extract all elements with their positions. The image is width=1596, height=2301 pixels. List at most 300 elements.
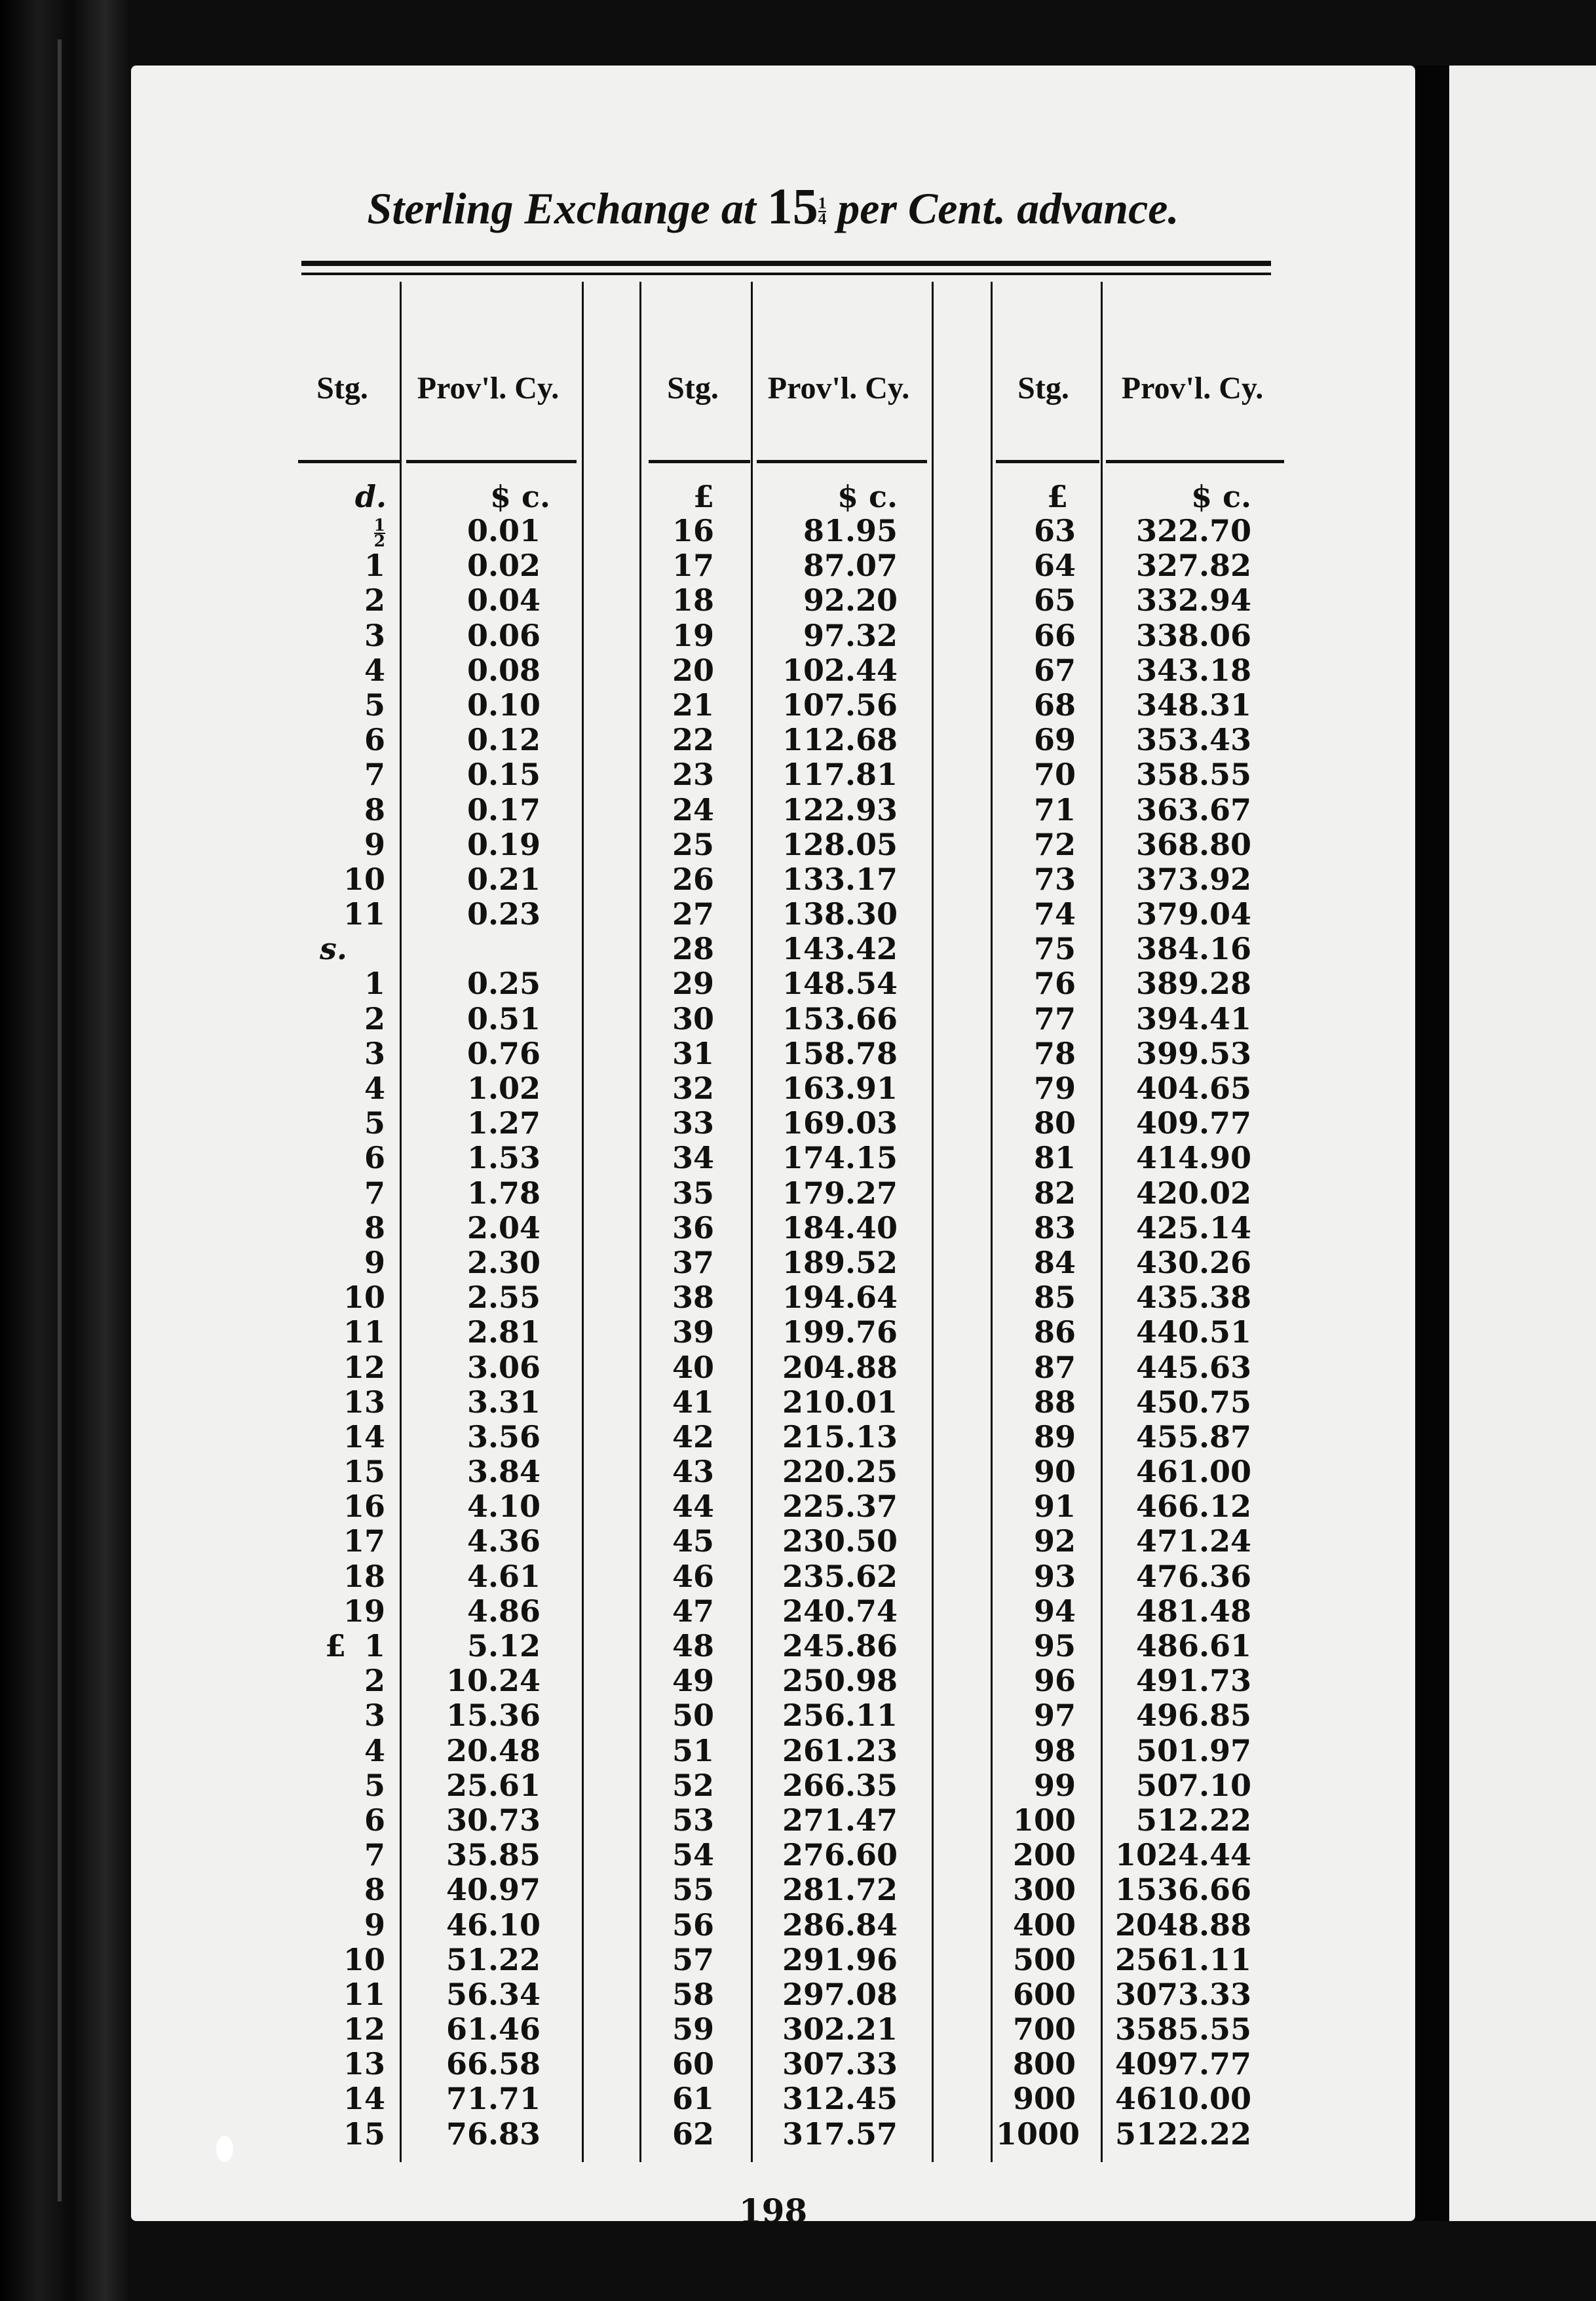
currency-cell: 0.08 <box>466 652 541 688</box>
sterling-cell: 42 <box>672 1418 714 1455</box>
column-rule <box>932 282 934 2162</box>
currency-cell: 158.78 <box>782 1035 898 1071</box>
sterling-cell: 46 <box>672 1558 714 1594</box>
currency-cell: 461.00 <box>1135 1454 1251 1490</box>
top-rule-thick <box>301 261 1271 266</box>
column-3-sterling <box>996 513 1080 2152</box>
sterling-cell: 65 <box>1033 582 1076 618</box>
currency-cell: 122.93 <box>782 791 898 827</box>
currency-cell: 476.36 <box>1135 1558 1251 1594</box>
currency-cell: 225.37 <box>782 1489 898 1525</box>
currency-cell: 2.55 <box>466 1280 541 1316</box>
currency-cell: 1.02 <box>466 1071 541 1106</box>
currency-cell: 15.36 <box>446 1698 541 1734</box>
sterling-cell: 81 <box>1033 1140 1076 1176</box>
sterling-cell: 25 <box>672 826 714 862</box>
currency-cell: 338.06 <box>1135 617 1251 653</box>
currency-cell: 0.21 <box>466 861 541 897</box>
currency-cell: 414.90 <box>1135 1140 1251 1176</box>
currency-cell: 61.46 <box>446 2011 541 2047</box>
title-trail: per Cent. advance. <box>837 183 1179 233</box>
currency-cell: 56.34 <box>446 1976 541 2012</box>
section-label-shillings: s. <box>320 931 347 967</box>
sterling-cell: 3 <box>364 1035 385 1071</box>
currency-cell: 184.40 <box>782 1209 898 1246</box>
currency-cell: 512.22 <box>1135 1802 1251 1838</box>
top-rule-thin <box>301 273 1271 275</box>
currency-cell: 450.75 <box>1135 1384 1251 1420</box>
sterling-cell: 15 <box>343 1454 385 1490</box>
currency-cell: 40.97 <box>446 1872 541 1908</box>
currency-cell: 230.50 <box>782 1523 898 1559</box>
sterling-cell: 66 <box>1033 617 1076 653</box>
sterling-cell <box>301 1977 385 2012</box>
sterling-value: 13 <box>343 2046 385 2082</box>
sterling-value: 9 <box>364 1907 385 1943</box>
sterling-cell: 10 <box>343 861 385 897</box>
title-rate-fraction <box>818 197 827 227</box>
column-3-currency <box>1107 514 1251 2152</box>
sterling-cell: 39 <box>672 1314 714 1350</box>
sterling-cell: 92 <box>1033 1523 1076 1559</box>
sterling-cell <box>301 1664 385 1698</box>
sterling-cell <box>301 2012 385 2047</box>
sterling-cell: 57 <box>672 1941 714 1977</box>
sterling-cell: 50 <box>672 1698 714 1734</box>
sterling-cell <box>301 1873 385 1907</box>
sterling-cell: 97 <box>1033 1698 1076 1734</box>
column-rule <box>582 282 584 2162</box>
title-rate-numerator: 1 <box>818 195 827 213</box>
sterling-cell: 41 <box>672 1384 714 1420</box>
sterling-cell <box>301 1698 385 1733</box>
sterling-cell: 5 <box>364 687 385 723</box>
sterling-cell: 89 <box>1033 1418 1076 1455</box>
sterling-cell <box>301 1838 385 1873</box>
currency-cell: 0.10 <box>466 687 541 723</box>
sterling-cell: 30 <box>672 1000 714 1036</box>
sterling-cell: 82 <box>1033 1175 1076 1211</box>
currency-cell: 2.30 <box>466 1244 541 1280</box>
currency-cell: 1.53 <box>466 1140 541 1176</box>
units-stg-1: d. <box>354 479 387 514</box>
currency-cell: 35.85 <box>446 1837 541 1873</box>
header-underline <box>298 460 400 463</box>
sterling-value: 14 <box>343 2081 385 2117</box>
sterling-value: 4 <box>364 1732 385 1768</box>
page-gutter <box>1415 66 1449 2221</box>
currency-cell: 445.63 <box>1135 1349 1251 1385</box>
currency-cell: 3073.33 <box>1114 1976 1251 2012</box>
spine-edge <box>58 39 62 2201</box>
sterling-cell: 76 <box>1033 966 1076 1002</box>
currency-cell: 0.02 <box>466 548 541 584</box>
header-stg-3: Stg. <box>1017 371 1069 406</box>
sterling-cell <box>301 1908 385 1943</box>
currency-cell: 384.16 <box>1135 931 1251 967</box>
currency-cell: 204.88 <box>782 1349 898 1385</box>
sterling-value: 5 <box>364 1767 385 1803</box>
currency-cell: 281.72 <box>782 1872 898 1908</box>
currency-cell: 4.61 <box>466 1558 541 1594</box>
currency-cell: 0.76 <box>466 1035 541 1071</box>
column-rule <box>991 282 993 2162</box>
currency-cell: 307.33 <box>782 2046 898 2082</box>
currency-cell: 102.44 <box>782 652 898 688</box>
sterling-cell: 73 <box>1033 861 1076 897</box>
sterling-cell: 21 <box>672 687 714 723</box>
currency-cell: 220.25 <box>782 1454 898 1490</box>
sterling-value: 15 <box>343 2116 385 2152</box>
sterling-cell: 6 <box>364 722 385 758</box>
sterling-cell: 1 <box>364 966 385 1002</box>
currency-cell: 235.62 <box>782 1558 898 1594</box>
currency-cell: 1.27 <box>466 1105 541 1141</box>
sterling-cell: 62 <box>672 2116 714 2152</box>
sterling-value: 6 <box>364 1802 385 1838</box>
sterling-cell: 49 <box>672 1663 714 1699</box>
currency-cell: 4.10 <box>466 1489 541 1525</box>
currency-cell: 481.48 <box>1135 1593 1251 1629</box>
sterling-cell: 26 <box>672 861 714 897</box>
sterling-cell: 70 <box>1033 757 1076 793</box>
section-label-pounds: £ <box>324 1628 346 1664</box>
sterling-cell: 28 <box>672 931 714 967</box>
sterling-cell <box>301 2117 385 2152</box>
fraction-denominator: 2 <box>373 531 385 550</box>
currency-cell: 169.03 <box>782 1105 898 1141</box>
sterling-cell: 95 <box>1033 1628 1076 1664</box>
currency-cell: 30.73 <box>446 1802 541 1838</box>
sterling-cell: 27 <box>672 896 714 932</box>
currency-cell: 92.20 <box>803 582 898 618</box>
currency-cell: 0.51 <box>466 1000 541 1036</box>
currency-cell: 0.25 <box>466 966 541 1002</box>
currency-cell: 0.04 <box>466 582 541 618</box>
sterling-cell: 59 <box>672 2011 714 2047</box>
sterling-cell: 6 <box>364 1140 385 1176</box>
sterling-cell: 3 <box>364 617 385 653</box>
sterling-cell: 84 <box>1033 1244 1076 1280</box>
currency-cell: 312.45 <box>782 2081 898 2117</box>
title-lead: Sterling Exchange at <box>367 183 756 233</box>
currency-cell: 399.53 <box>1135 1035 1251 1071</box>
sterling-cell: 36 <box>672 1209 714 1246</box>
sterling-cell: 33 <box>672 1105 714 1141</box>
sterling-cell: 94 <box>1033 1593 1076 1629</box>
currency-cell: 507.10 <box>1135 1767 1251 1803</box>
currency-cell: 0.06 <box>466 617 541 653</box>
sterling-cell <box>301 1629 385 1664</box>
sterling-cell: 24 <box>672 791 714 827</box>
currency-cell: 4.86 <box>466 1593 541 1629</box>
currency-cell: 107.56 <box>782 687 898 723</box>
sterling-cell: 1 <box>364 548 385 584</box>
currency-cell: 271.47 <box>782 1802 898 1838</box>
sterling-cell: 8 <box>364 791 385 827</box>
column-rule <box>400 282 402 2162</box>
sterling-cell: 200 <box>1012 1837 1076 1873</box>
sterling-cell: 19 <box>672 617 714 653</box>
sterling-value: 12 <box>343 2011 385 2047</box>
sterling-cell: 68 <box>1033 687 1076 723</box>
sterling-cell: 34 <box>672 1140 714 1176</box>
units-prov-1: $ c. <box>489 479 550 514</box>
currency-cell: 189.52 <box>782 1244 898 1280</box>
sterling-cell: 47 <box>672 1593 714 1629</box>
currency-cell: 20.48 <box>446 1732 541 1768</box>
sterling-cell: 63 <box>1033 513 1076 548</box>
sterling-cell: 91 <box>1033 1489 1076 1525</box>
currency-cell: 358.55 <box>1135 757 1251 793</box>
currency-cell: 250.98 <box>782 1663 898 1699</box>
currency-cell: 1024.44 <box>1114 1837 1251 1873</box>
currency-cell: 486.61 <box>1135 1628 1251 1664</box>
currency-cell: 363.67 <box>1135 791 1251 827</box>
sterling-cell <box>301 2047 385 2082</box>
sterling-cell: 1000 <box>996 2116 1080 2152</box>
currency-cell: 76.83 <box>446 2116 541 2152</box>
sterling-cell: 9 <box>364 826 385 862</box>
currency-cell: 0.01 <box>466 513 541 548</box>
currency-cell: 501.97 <box>1135 1732 1251 1768</box>
sterling-cell <box>301 514 385 548</box>
currency-cell: 179.27 <box>782 1175 898 1211</box>
sterling-cell: 10 <box>343 1280 385 1316</box>
currency-cell: 420.02 <box>1135 1175 1251 1211</box>
column-rule <box>751 282 753 2162</box>
currency-cell: 46.10 <box>446 1907 541 1943</box>
currency-cell-blank <box>432 932 541 966</box>
facing-page-edge <box>1449 66 1596 2221</box>
sterling-cell: 37 <box>672 1244 714 1280</box>
sterling-value: 2 <box>364 1663 385 1699</box>
sterling-cell: 22 <box>672 722 714 758</box>
currency-cell: 138.30 <box>782 896 898 932</box>
currency-cell: 471.24 <box>1135 1523 1251 1559</box>
sterling-cell: 69 <box>1033 722 1076 758</box>
currency-cell: 455.87 <box>1135 1418 1251 1455</box>
sterling-cell: 48 <box>672 1628 714 1664</box>
units-stg-3: £ <box>1046 479 1068 514</box>
currency-cell: 1.78 <box>466 1175 541 1211</box>
sterling-cell: 53 <box>672 1802 714 1838</box>
currency-cell: 302.21 <box>782 2011 898 2047</box>
units-prov-2: $ c. <box>837 479 898 514</box>
currency-cell: 409.77 <box>1135 1105 1251 1141</box>
currency-cell: 343.18 <box>1135 652 1251 688</box>
currency-cell: 4097.77 <box>1114 2046 1251 2082</box>
header-prov-1: Prov'l. Cy. <box>417 371 560 406</box>
header-stg-2: Stg. <box>667 371 719 406</box>
sterling-cell: 45 <box>672 1523 714 1559</box>
currency-cell: 97.32 <box>803 617 898 653</box>
sterling-cell: 85 <box>1033 1280 1076 1316</box>
sterling-cell: 31 <box>672 1035 714 1071</box>
currency-cell: 276.60 <box>782 1837 898 1873</box>
sterling-value: 8 <box>364 1872 385 1908</box>
currency-cell: 5122.22 <box>1114 2116 1251 2152</box>
currency-cell: 133.17 <box>782 861 898 897</box>
currency-cell: 66.58 <box>446 2046 541 2082</box>
currency-cell: 25.61 <box>446 1767 541 1803</box>
currency-cell: 2048.88 <box>1114 1907 1251 1943</box>
sterling-cell: 79 <box>1033 1071 1076 1106</box>
sterling-cell <box>301 1943 385 1977</box>
currency-cell: 496.85 <box>1135 1698 1251 1734</box>
sterling-cell: 2 <box>364 1000 385 1036</box>
sterling-cell: 99 <box>1033 1767 1076 1803</box>
currency-cell: 286.84 <box>782 1907 898 1943</box>
sterling-cell: 23 <box>672 757 714 793</box>
currency-cell: 10.24 <box>446 1663 541 1699</box>
sterling-cell: 54 <box>672 1837 714 1873</box>
header-underline <box>996 460 1099 463</box>
page-title <box>131 177 1415 236</box>
currency-cell: 2.04 <box>466 1209 541 1246</box>
sterling-cell: 12 <box>343 1349 385 1385</box>
sterling-value: 11 <box>343 1976 385 2012</box>
sterling-cell: 16 <box>672 513 714 548</box>
currency-cell: 51.22 <box>446 1941 541 1977</box>
currency-cell: 3.56 <box>466 1418 541 1455</box>
sterling-cell: 11 <box>343 896 385 932</box>
sterling-cell: 7 <box>364 757 385 793</box>
sterling-cell: 96 <box>1033 1663 1076 1699</box>
sterling-value: 10 <box>343 1941 385 1977</box>
currency-cell: 3.31 <box>466 1384 541 1420</box>
currency-cell: 87.07 <box>803 548 898 584</box>
sterling-cell: 600 <box>1012 1976 1076 2012</box>
currency-cell: 332.94 <box>1135 582 1251 618</box>
currency-cell: 425.14 <box>1135 1209 1251 1246</box>
currency-cell: 317.57 <box>782 2116 898 2152</box>
sterling-value: 3 <box>364 1698 385 1734</box>
currency-cell: 1536.66 <box>1114 1872 1251 1908</box>
sterling-cell: 4 <box>364 1071 385 1106</box>
currency-cell: 297.08 <box>782 1976 898 2012</box>
currency-cell: 261.23 <box>782 1732 898 1768</box>
currency-cell: 163.91 <box>782 1071 898 1106</box>
sterling-cell: 17 <box>672 548 714 584</box>
currency-cell: 404.65 <box>1135 1071 1251 1106</box>
currency-cell: 373.92 <box>1135 861 1251 897</box>
currency-cell: 327.82 <box>1135 548 1251 584</box>
sterling-cell: 60 <box>672 2046 714 2082</box>
sterling-cell: 83 <box>1033 1209 1076 1246</box>
sterling-cell: 98 <box>1033 1732 1076 1768</box>
sterling-cell: 67 <box>1033 652 1076 688</box>
sterling-cell: 500 <box>1012 1941 1076 1977</box>
currency-cell: 0.19 <box>466 826 541 862</box>
currency-cell: 430.26 <box>1135 1244 1251 1280</box>
currency-cell: 4610.00 <box>1114 2081 1251 2117</box>
sterling-cell: 100 <box>1012 1802 1076 1838</box>
sterling-cell <box>301 1768 385 1803</box>
half-fraction <box>374 518 385 548</box>
sterling-cell: 18 <box>672 582 714 618</box>
sterling-cell: 64 <box>1033 548 1076 584</box>
sterling-cell: 32 <box>672 1071 714 1106</box>
currency-cell: 491.73 <box>1135 1663 1251 1699</box>
title-rate <box>767 178 827 235</box>
sterling-cell: 71 <box>1033 791 1076 827</box>
header-underline <box>1106 460 1284 463</box>
sterling-cell: 61 <box>672 2081 714 2117</box>
title-rate-whole: 15 <box>767 178 818 235</box>
currency-cell: 143.42 <box>782 931 898 967</box>
sterling-cell: 80 <box>1033 1105 1076 1141</box>
currency-cell: 379.04 <box>1135 896 1251 932</box>
sterling-cell: 400 <box>1012 1907 1076 1943</box>
currency-cell: 0.12 <box>466 722 541 758</box>
sterling-cell: 17 <box>343 1523 385 1559</box>
currency-cell: 3585.55 <box>1114 2011 1251 2047</box>
sterling-cell: 8 <box>364 1209 385 1246</box>
book-page <box>131 66 1415 2230</box>
sterling-cell: 58 <box>672 1976 714 2012</box>
currency-cell: 128.05 <box>782 826 898 862</box>
sterling-cell: 43 <box>672 1454 714 1490</box>
sterling-cell: 87 <box>1033 1349 1076 1385</box>
currency-cell: 3.06 <box>466 1349 541 1385</box>
currency-cell: 112.68 <box>782 722 898 758</box>
currency-cell: 117.81 <box>782 757 898 793</box>
fraction-numerator: 1 <box>373 516 385 535</box>
sterling-cell: 18 <box>343 1558 385 1594</box>
currency-cell: 266.35 <box>782 1767 898 1803</box>
sterling-cell: 44 <box>672 1489 714 1525</box>
sterling-cell: 90 <box>1033 1454 1076 1490</box>
sterling-cell: 72 <box>1033 826 1076 862</box>
sterling-cell <box>301 2082 385 2116</box>
sterling-cell: 2 <box>364 582 385 618</box>
currency-cell: 440.51 <box>1135 1314 1251 1350</box>
sterling-value: 7 <box>364 1837 385 1873</box>
currency-cell: 2.81 <box>466 1314 541 1350</box>
currency-cell: 389.28 <box>1135 966 1251 1002</box>
currency-cell: 71.71 <box>446 2081 541 2117</box>
sterling-cell: 29 <box>672 966 714 1002</box>
sterling-cell: 9 <box>364 1244 385 1280</box>
column-1-currency <box>432 514 541 2152</box>
sterling-cell: 56 <box>672 1907 714 1943</box>
sterling-cell: 300 <box>1012 1872 1076 1908</box>
currency-cell: 0.15 <box>466 757 541 793</box>
sterling-cell: 35 <box>672 1175 714 1211</box>
currency-cell: 199.76 <box>782 1314 898 1350</box>
currency-cell: 194.64 <box>782 1280 898 1316</box>
currency-cell: 174.15 <box>782 1140 898 1176</box>
header-underline <box>649 460 750 463</box>
currency-cell: 466.12 <box>1135 1489 1251 1525</box>
sterling-cell: 16 <box>343 1489 385 1525</box>
sterling-cell: 19 <box>343 1593 385 1629</box>
sterling-cell: 55 <box>672 1872 714 1908</box>
sterling-cell: 20 <box>672 652 714 688</box>
sterling-cell: 52 <box>672 1767 714 1803</box>
currency-cell: 348.31 <box>1135 687 1251 723</box>
sterling-cell: 86 <box>1033 1314 1076 1350</box>
sterling-cell: 51 <box>672 1732 714 1768</box>
currency-cell: 3.84 <box>466 1454 541 1490</box>
header-prov-3: Prov'l. Cy. <box>1121 371 1264 406</box>
sterling-cell: 88 <box>1033 1384 1076 1420</box>
currency-cell: 245.86 <box>782 1628 898 1664</box>
currency-cell: 353.43 <box>1135 722 1251 758</box>
sterling-cell: 900 <box>1012 2081 1076 2117</box>
sterling-cell: 74 <box>1033 896 1076 932</box>
